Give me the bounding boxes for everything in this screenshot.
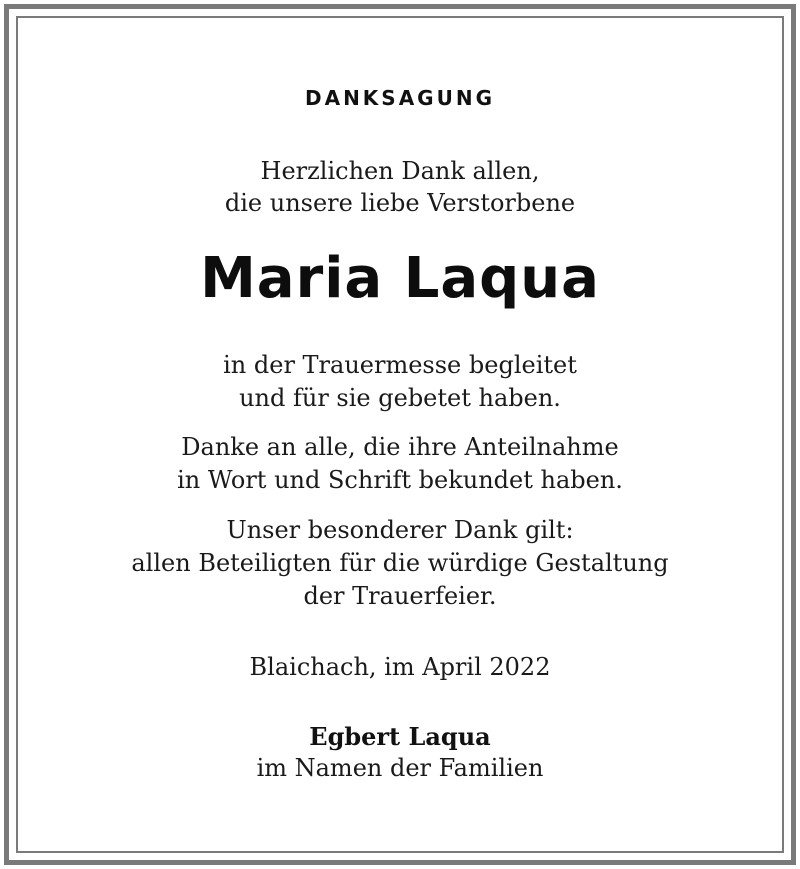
paragraph-2-line-2: in Wort und Schrift bekundet haben. xyxy=(177,466,623,494)
place-date: Blaichach, im April 2022 xyxy=(249,653,551,681)
intro-line-2: die unsere liebe Verstorbene xyxy=(224,189,576,217)
paragraph-3-line-1: Unser besonderer Dank gilt: xyxy=(226,516,574,544)
signer-name: Egbert Laqua xyxy=(309,722,491,751)
signer-note: im Namen der Familien xyxy=(256,754,544,782)
paragraph-3-line-2: allen Beteiligten für die würdige Gestaltung xyxy=(131,549,669,577)
notice-heading: DANKSAGUNG xyxy=(304,86,495,110)
paragraph-3-line-3: der Trauerfeier. xyxy=(303,582,497,610)
paragraph-1-line-1: in der Trauermesse begleitet xyxy=(223,351,577,379)
intro-line-1: Herzlichen Dank allen, xyxy=(260,157,540,185)
paragraph-2-line-1: Danke an alle, die ihre Anteilnahme xyxy=(181,433,619,461)
paragraph-1-line-2: und für sie gebetet haben. xyxy=(239,384,561,412)
deceased-name: Maria Laqua xyxy=(200,246,600,311)
